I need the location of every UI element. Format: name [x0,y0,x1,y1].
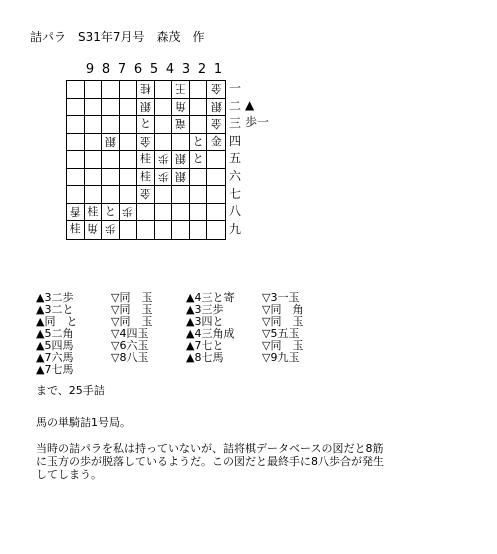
board-square [102,204,120,222]
board-square [137,99,155,117]
move-entry: ▲5四馬 [36,339,74,352]
shogi-piece: 銀 [104,134,116,148]
file-number: 4 [165,62,175,77]
move-entry: ▲7七と [186,339,224,352]
board-square [120,186,138,204]
board-square [102,151,120,169]
move-entry: ▽同 玉 [111,291,153,304]
board-square [102,116,120,134]
move-entry: ▽同 玉 [111,303,153,316]
solution-summary: まで、25手詰 [36,384,105,397]
board-square [207,204,225,222]
board-square [207,169,225,187]
rank-number: 五 [229,151,242,166]
board-square [102,169,120,187]
rank-number: 二 [229,98,242,113]
board-square [67,186,85,204]
shogi-piece: 金 [210,117,222,131]
move-entry: ▽同 玉 [262,315,304,328]
shogi-piece: 金 [210,82,222,95]
board-square [190,99,208,117]
shogi-piece: 香 [69,204,81,218]
move-entry: ▲同 と [36,315,78,328]
board-square [190,169,208,187]
board-square [67,151,85,169]
board-square [190,151,208,169]
board-square [207,151,225,169]
board-square [102,99,120,117]
move-entry: ▲5二角 [36,327,74,340]
board-square [207,221,225,239]
shogi-piece: と [104,204,116,218]
shogi-piece: 歩 [157,152,169,166]
shogi-piece: 桂 [139,82,151,95]
board-square [120,169,138,187]
board-square [155,169,173,187]
board-square [85,99,103,117]
shogi-piece: と [192,152,204,166]
shogi-piece: 歩 [104,222,116,236]
shogi-board [66,80,226,240]
file-number: 7 [117,62,127,77]
board-square [67,134,85,152]
shogi-piece: 金 [139,187,151,201]
file-number: 9 [85,62,95,77]
board-square [190,204,208,222]
board-square [85,169,103,187]
rank-number: 八 [229,204,242,219]
file-number: 1 [213,62,223,77]
rank-numbers [229,80,241,238]
board-square [137,151,155,169]
shogi-piece: 銀 [175,169,187,183]
rank-number: 六 [229,168,242,183]
board-square [120,81,138,99]
board-square [102,134,120,152]
file-number: 5 [149,62,159,77]
move-entry: ▲3二と [36,303,74,316]
board-square [155,204,173,222]
board-square [137,116,155,134]
board-square [85,116,103,134]
shogi-piece: 金 [210,134,222,148]
move-entry: ▲3二歩 [36,291,74,304]
move-entry: ▲7六馬 [36,351,74,364]
board-square [120,221,138,239]
board-square [120,99,138,117]
shogi-piece: と [192,134,204,148]
file-numbers [66,62,226,77]
file-number: 2 [197,62,207,77]
board-square [207,99,225,117]
board-square [155,134,173,152]
file-number: 8 [101,62,111,77]
board-square [102,221,120,239]
board-square [137,186,155,204]
move-entry: ▽同 角 [262,303,304,316]
board-square [155,99,173,117]
board-square [172,116,190,134]
move-entry: ▽同 玉 [262,339,304,352]
board-square [207,134,225,152]
board-square [120,204,138,222]
board-square [85,204,103,222]
board-square [172,169,190,187]
board-square [155,186,173,204]
board-square [190,221,208,239]
board-square [190,116,208,134]
move-entry: ▽6六玉 [111,339,149,352]
board-square [137,204,155,222]
board-square [172,134,190,152]
shogi-piece: 歩 [157,169,169,183]
board-square [190,81,208,99]
board-square [102,186,120,204]
move-entry: ▽9九玉 [262,351,300,364]
board-square [155,151,173,169]
board-square [137,134,155,152]
move-entry: ▽4四玉 [111,327,149,340]
board-square [85,151,103,169]
board-square [155,81,173,99]
board-square [67,204,85,222]
shogi-piece: 銀 [139,99,151,113]
board-square [137,81,155,99]
move-entry: ▽同 玉 [111,315,153,328]
board-square [172,99,190,117]
shogi-piece: 桂 [87,204,99,218]
shogi-piece: 角 [175,99,187,113]
shogi-piece: 銀 [175,152,187,166]
board-square [155,221,173,239]
rank-number: 四 [229,133,242,148]
comment-line-1: 馬の単騎詰1号局。 [36,416,131,429]
rank-number: 一 [229,81,242,95]
board-square [120,151,138,169]
board-square [207,186,225,204]
board-square [207,81,225,99]
shogi-piece: 金 [139,134,151,148]
file-number: 3 [181,62,191,77]
board-square [67,81,85,99]
rank-number: 三 [229,116,242,131]
rank-number: 七 [229,186,242,201]
board-square [172,221,190,239]
move-entry: ▲4三と寄 [186,291,235,304]
shogi-piece: 角 [87,222,99,236]
shogi-piece: 桂 [69,222,81,236]
file-number: 6 [133,62,143,77]
board-square [85,221,103,239]
shogi-piece: 歩 [122,204,134,218]
board-square [190,134,208,152]
move-entry: ▲7七馬 [36,363,74,376]
move-entry: ▽5五玉 [262,327,300,340]
board-square [155,116,173,134]
hand-mark: ▲ [245,98,255,112]
board-square [172,204,190,222]
move-entry: ▽3一玉 [262,291,300,304]
comment-paragraph: 当時の詰パラを私は持っていないが、詰将棋データベースの図だと8筋に玉方の歩が脱落しているようだ。この図だと最終手に8八歩合が発生してしまう。 [36,442,384,481]
shogi-piece: と [139,117,151,131]
board-square [67,169,85,187]
board-square [67,99,85,117]
board-square [85,186,103,204]
move-entry: ▲3三歩 [186,303,224,316]
board-square [67,221,85,239]
board-square [85,81,103,99]
board-square [120,134,138,152]
board-square [172,186,190,204]
problem-title: 詰パラ S31年7月号 森茂 作 [30,30,205,44]
board-square [137,221,155,239]
hand-pieces: 歩一 [245,115,270,129]
shogi-piece: 銀 [210,99,222,113]
board-square [85,134,103,152]
board-square [207,116,225,134]
rank-number: 九 [229,221,242,236]
pieces-in-hand [245,97,269,131]
board-square [102,81,120,99]
shogi-piece: 竜 [175,117,187,131]
shogi-piece: 桂 [139,152,151,166]
board-square [67,116,85,134]
board-square [190,186,208,204]
board-square [137,169,155,187]
move-entry: ▽8八玉 [111,351,149,364]
shogi-piece: 王 [175,82,187,95]
shogi-piece: 桂 [139,169,151,183]
board-square [120,116,138,134]
board-square [172,81,190,99]
move-entry: ▲3四と [186,315,224,328]
board-square [172,151,190,169]
move-entry: ▲4三角成 [186,327,235,340]
move-entry: ▲8七馬 [186,351,224,364]
